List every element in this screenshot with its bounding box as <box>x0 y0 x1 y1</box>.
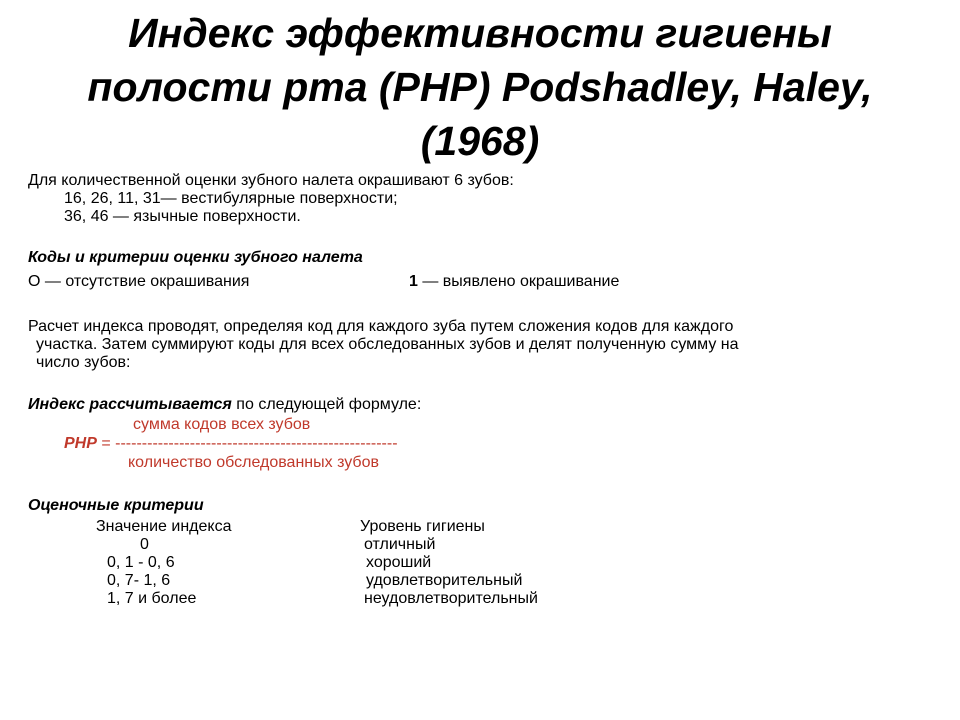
code-0-text: О — отсутствие окрашивания <box>28 273 250 290</box>
calc-line-1: Расчет индекса проводят, определяя код для каждого зуба путем сложения кодов для каждого <box>28 318 734 335</box>
criteria-row-value: 1, 7 и более <box>107 590 197 607</box>
title-line-2: полости рта (PHP) Podshadley, Haley, <box>87 64 873 110</box>
codes-heading: Коды и критерии оценки зубного налета <box>28 249 363 266</box>
code-1-number: 1 <box>409 273 418 290</box>
formula-denominator: количество обследованных зубов <box>128 454 379 471</box>
criteria-row-value: 0, 1 - 0, 6 <box>107 554 175 571</box>
criteria-row-level: хороший <box>366 554 432 571</box>
title-line-1: Индекс эффективности гигиены <box>128 10 832 56</box>
slide-title <box>40 6 920 168</box>
intro-line-1: Для количественной оценки зубного налета окрашивают 6 зубов: <box>28 172 514 189</box>
criteria-row-level: неудовлетворительный <box>364 590 538 607</box>
formula-numerator: сумма кодов всех зубов <box>133 416 311 433</box>
title-line-3: (1968) <box>420 118 540 164</box>
criteria-col-value: Значение индекса <box>96 518 232 535</box>
criteria-col-level: Уровень гигиены <box>360 518 485 535</box>
criteria-row-level: отличный <box>364 536 436 553</box>
formula-lhs <box>64 435 398 453</box>
formula-php-label: PHP <box>64 435 97 452</box>
code-1-text: — выявлено окрашивание <box>417 273 620 290</box>
criteria-row-value: 0 <box>140 536 149 553</box>
calc-line-3: число зубов: <box>36 354 131 371</box>
criteria-row-level: удовлетворительный <box>366 572 523 589</box>
formula-intro <box>28 396 421 414</box>
formula-intro-bold: Индекс рассчитывается <box>28 396 232 413</box>
code-1 <box>409 273 619 291</box>
formula-fraction-line: = ----------------------------------------------------- <box>96 435 398 452</box>
criteria-heading: Оценочные критерии <box>28 497 204 514</box>
criteria-row-value: 0, 7- 1, 6 <box>107 572 171 589</box>
formula-intro-rest: по следующей формуле: <box>231 396 422 413</box>
intro-line-3: 36, 46 — язычные поверхности. <box>64 208 301 225</box>
intro-line-2: 16, 26, 11, 31— вестибулярные поверхности; <box>64 190 398 207</box>
calc-line-2: участка. Затем суммируют коды для всех обследованных зубов и делят полученную сумму на <box>36 336 739 353</box>
